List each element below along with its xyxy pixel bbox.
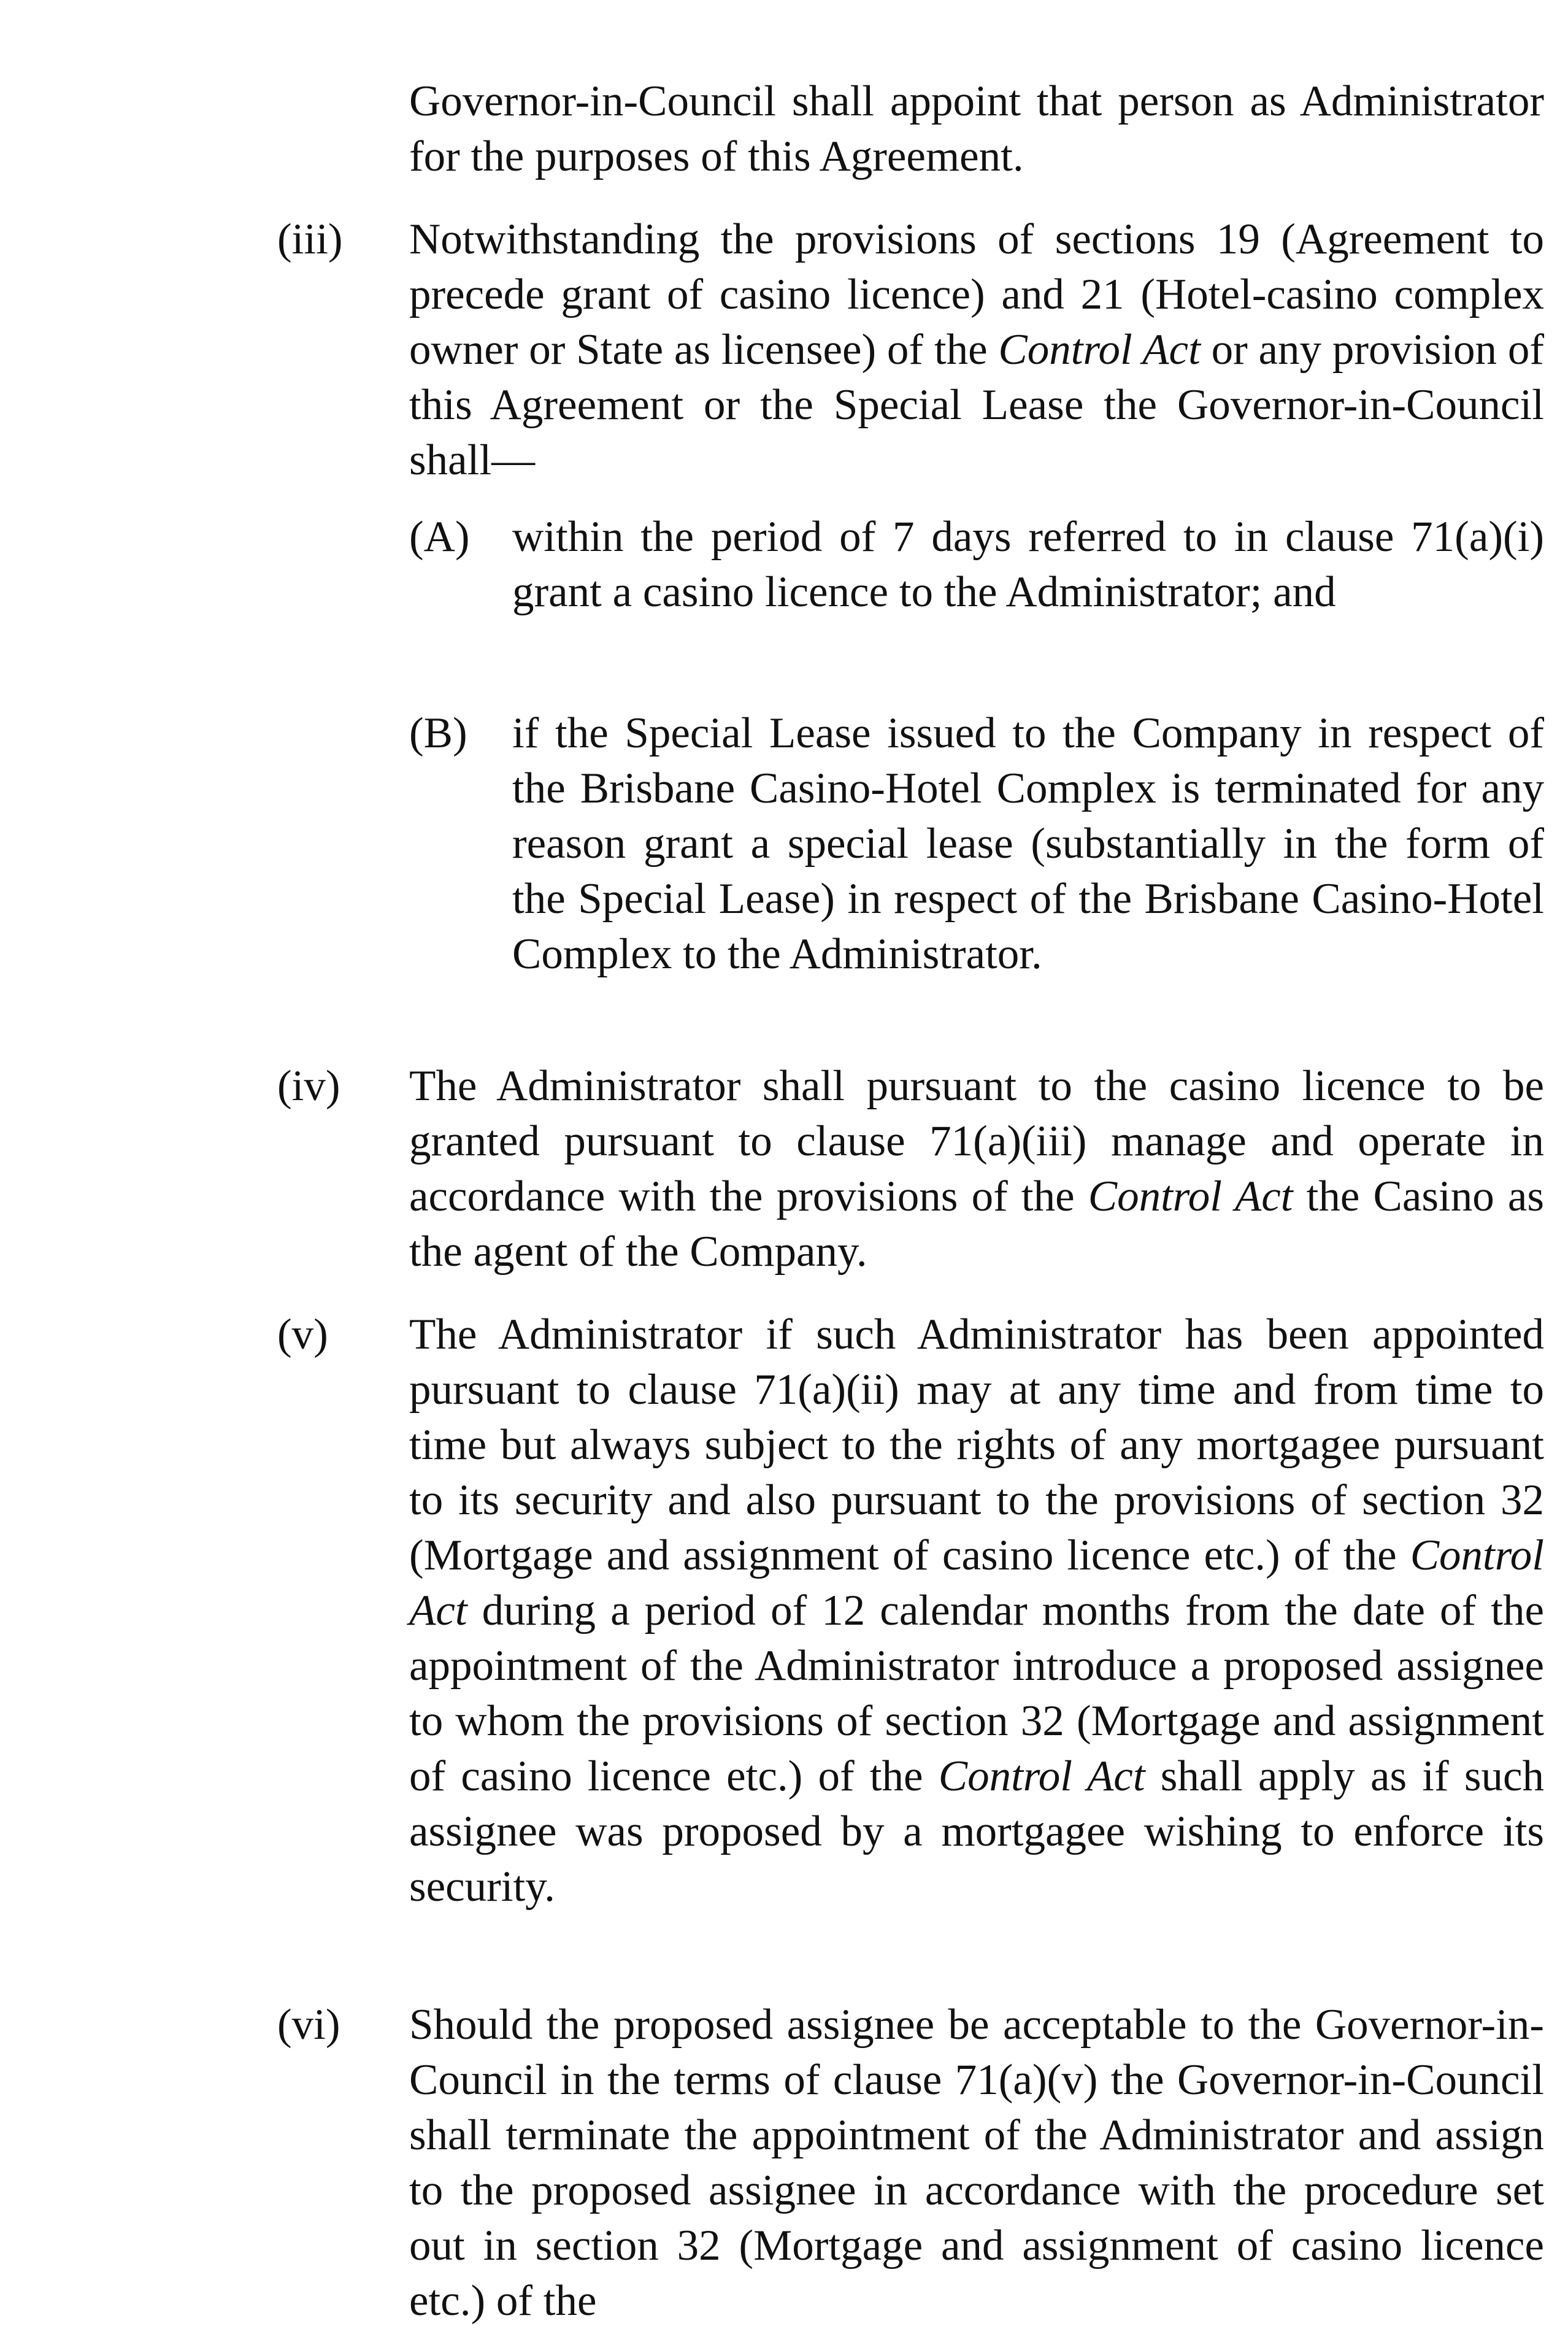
control-act-reference: Control Act <box>938 1752 1145 1800</box>
subparagraph-b-text: if the Special Lease issued to the Company in respect of the Brisbane Casino-Hotel Complex is terminated for any reason grant a special lease (substantially in the form of the Special Lease) in respect of the Brisbane Casino-Hotel Complex to the Administrator. <box>512 709 1544 978</box>
subparagraph-a-label: (A) <box>409 513 470 561</box>
paragraph-iv-text <box>409 1058 1544 1279</box>
paragraph-v-text-part-2: during a period of 12 calendar months from the date of the appointment of the Administrator introduce a proposed assignee to whom the provisions of section 32 (Mortgage and assignment of casino licence etc.) of the <box>409 1587 1544 1800</box>
paragraph-v-text-part-1: The Administrator if such Administrator has been appointed pursuant to clause 71(a)(ii) may at any time and from time to time but always subject to the rights of any mortgagee pursuant to its security and also pursuant to the provisions of section 32 (Mortgage and assignment of casino licence etc.) of the <box>409 1311 1544 1579</box>
paragraph-iv-text-part-1: The Administrator shall pursuant to the casino licence to be granted pursuant to clause 71(a)(iii) manage and operate in accordance with the provisions of the <box>409 1062 1544 1220</box>
paragraph-vi-label: (vi) <box>277 2001 340 2049</box>
paragraph-v-text-part-3: shall apply as if such assignee was proposed by a mortgagee wishing to enforce its security. <box>409 1752 1544 1911</box>
lead-in-paragraph <box>409 74 1544 184</box>
paragraph-iv-label: (iv) <box>277 1062 340 1110</box>
paragraph-v-label: (v) <box>277 1311 328 1358</box>
control-act-reference: Control Act <box>998 326 1201 374</box>
control-act-reference: Control Act <box>409 1531 1544 1635</box>
paragraph-iii-text <box>409 212 1544 488</box>
paragraph-vi-text: Should the proposed assignee be acceptable to the Governor-in-Council in the terms of clause 71(a)(v) the Governor-in-Council shall terminate the appointment of the Administrator and assign to the proposed assignee in accordance with the procedure set out in section 32 (Mortgage and assignment of casino licence etc.) of the <box>409 2001 1544 2325</box>
paragraph-iii-text-part-1: Notwithstanding the provisions of sections 19 (Agreement to precede grant of casino licence) and 21 (Hotel-casino complex owner or State as licensee) of the <box>409 215 1544 374</box>
paragraph-iv-text-part-2: the Casino as the agent of the Company. <box>409 1172 1544 1276</box>
paragraph-iii-text-part-2: or any provision of this Agreement or the Special Lease the Governor-in-Council shall— <box>409 326 1544 484</box>
paragraph-v-text <box>409 1307 1544 1914</box>
control-act-reference: Control Act <box>1088 1172 1293 1220</box>
paragraph-iii-label: (iii) <box>277 215 343 263</box>
lead-in-text: Governor-in-Council shall appoint that person as Administrator for the purposes of this Agreement. <box>409 77 1544 180</box>
subparagraph-a-text: within the period of 7 days referred to in clause 71(a)(i) grant a casino licence to the Administrator; and <box>512 513 1544 616</box>
subparagraph-b-label: (B) <box>409 709 467 757</box>
